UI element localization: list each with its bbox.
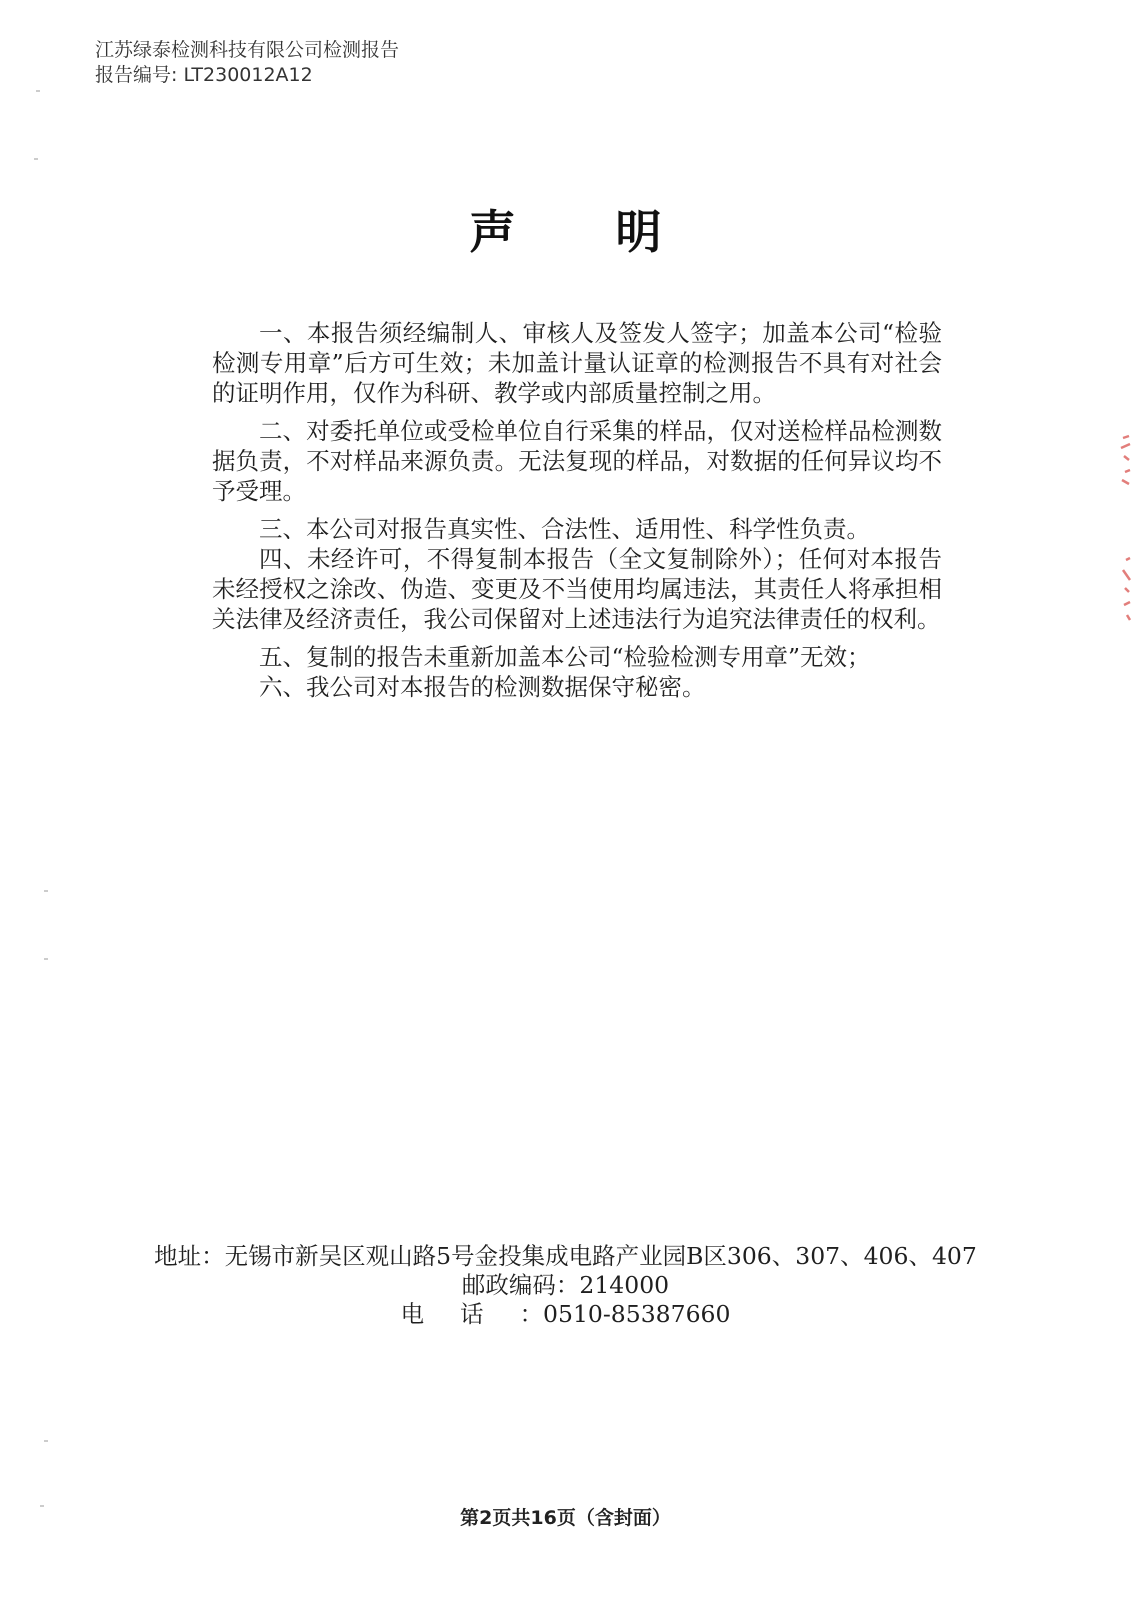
phone-line <box>0 1300 1131 1329</box>
report-number: 报告编号: LT230012A12 <box>95 64 313 86</box>
statement-body <box>212 318 942 702</box>
statement-paragraph-4: 四、未经许可，不得复制本报告（全文复制除外）；任何对本报告未经授权之涂改、伪造、变更及不当使用均属违法，其责任人将承担相关法律及经济责任，我公司保留对上述违法行为追究法律责任的权利。 <box>212 545 942 633</box>
phone-label: 电话 <box>400 1300 520 1328</box>
red-stamp-fragment-icon <box>1105 430 1131 670</box>
statement-paragraph-1: 一、本报告须经编制人、审核人及签发人签字；加盖本公司“检验检测专用章”后方可生效；未加盖计量认证章的检测报告不具有对社会的证明作用，仅作为科研、教学或内部质量控制之用。 <box>212 319 942 407</box>
statement-paragraph-6: 六、我公司对本报告的检测数据保守秘密。 <box>259 673 706 701</box>
contact-block <box>0 1242 1131 1329</box>
scan-speck <box>44 958 48 960</box>
scan-speck <box>34 158 38 160</box>
scan-speck <box>44 890 48 892</box>
company-line: 江苏绿泰检测科技有限公司检测报告 <box>95 39 400 61</box>
statement-paragraph-5: 五、复制的报告未重新加盖本公司“检验检测专用章”无效； <box>259 643 871 671</box>
scan-speck <box>40 1505 44 1507</box>
title-char-2: 明 <box>615 205 662 259</box>
scan-speck <box>44 1440 48 1442</box>
statement-paragraph-2: 二、对委托单位或受检单位自行采集的样品，仅对送检样品检测数据负责，不对样品来源负责。无法复现的样品，对数据的任何异议均不予受理。 <box>212 417 942 505</box>
address-line: 地址：无锡市新吴区观山路5号金投集成电路产业园B区306、307、406、407 <box>154 1242 977 1270</box>
page-title <box>0 196 1131 262</box>
report-header <box>95 38 399 88</box>
title-char-1: 声 <box>469 205 516 259</box>
postcode-line: 邮政编码：214000 <box>461 1271 670 1299</box>
phone-value: ：0510-85387660 <box>519 1300 731 1328</box>
page-number: 第2页共16页（含封面） <box>460 1507 671 1529</box>
statement-paragraph-3: 三、本公司对报告真实性、合法性、适用性、科学性负责。 <box>259 515 870 543</box>
scan-speck <box>36 90 40 92</box>
